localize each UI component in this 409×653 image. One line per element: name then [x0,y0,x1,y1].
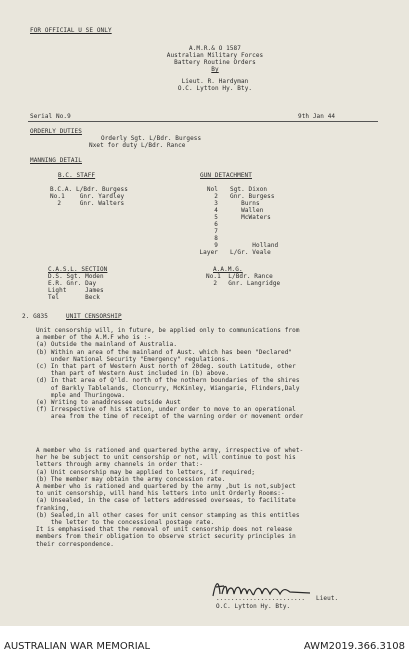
censorship-line: A member who is rationed and quartered bythe army, irrespective of whet- [36,447,304,454]
censorship-line: (d) In that area of Q'ld. north of the nothern boundaries of the shires [36,377,300,385]
orderly-duties-heading: ORDERLY DUTIES [30,128,82,135]
gun-detachment-heading: GUN DETACHMENT [200,172,252,179]
gun-name: Holland [230,242,279,249]
gun-num: 2 [214,193,218,200]
censorship-line: than part of Western Aust included in (b) above. [36,370,230,378]
classification: FOR OFFICIAL U SE ONLY [30,27,112,34]
aamg-row: 2 Gnr. Langridge [206,280,281,287]
gun-name: McWaters [230,214,271,221]
censorship-line: area from the time of receipt of the warning order or movement order [36,413,304,421]
by-line: By [211,66,219,73]
gun-num: 5 [214,214,218,221]
censorship-line: franking, [36,504,70,512]
bc-staff-row: B.C.A. L/Bdr. Burgess [50,186,128,193]
casl-row: E.R. Gnr. Day [48,280,97,287]
censorship-line: (e) Writing to anaddressee outside Aust [36,399,181,406]
signature-rank: Lieut. [316,595,339,602]
censorship-line: (f) Irrespective of his station, under order to move to an operational [36,406,296,414]
gun-name: Burns [230,200,260,207]
censorship-line: (b) Within an area of the mainland of Aust. which has been "Declared" [36,348,293,356]
censorship-line: their correspondence. [36,540,114,548]
serial-number: Serial No.9 [30,113,71,120]
gun-num: Nol [206,186,218,193]
gun-num: 7 [214,228,218,235]
censorship-line: (c) In that part of Western Aust north of 20deg. south Latitude, other [36,363,296,370]
gun-num: 3 [214,200,218,207]
footer [0,626,409,653]
signature-title: O.C. Lytton Hy. Bty. [216,603,291,610]
censorship-line: to unit censorship, will hand his letters into unit Orderly Rooms:- [36,490,285,498]
bc-staff-heading: B.C. STAFF [58,172,96,179]
gun-name: L/Gr. Veale [230,249,271,256]
censorship-line: (a) Unit censorship may be applied to letters, if required; [36,468,256,476]
document-title: Battery Routine Orders [174,59,256,66]
censorship-line: of Barkly Tablelands, Cloncurry, McKinley, Wiangarie, Flinders,Daly [36,384,300,392]
censorship-line: under National Security "Emergency" regulations. [36,355,230,363]
censorship-line: letters through army channels in order that:- [36,461,204,469]
order-reference: A.M.R.& O 1587 [189,45,241,52]
signature-line: ........................ [216,595,306,602]
censorship-line: A member who is rationed and quartered by the army ,but is not,subject [36,483,296,490]
aamg-row: No.1 L/Bdr. Rance [206,273,273,280]
censorship-line: the letter to the concessional postage rate. [36,519,215,526]
gun-name: Gnr. Burgess [230,193,275,200]
gun-num: 8 [214,235,218,242]
casl-heading: C.A.S.L. SECTION [48,266,108,273]
gun-name: Wallen [230,207,264,214]
censorship-line: mple and Thuringowa. [36,391,126,399]
casl-row: Light James [48,287,104,294]
officer-name: Lieut. R. Hardyman [181,78,249,85]
unit-name: Australian Military Forces [166,52,264,59]
gun-num: Layer [199,249,218,256]
casl-row: Tel Beck [48,294,100,301]
serial-date: 9th Jan 44 [298,113,336,120]
next-for-duty: Nxet for duty L/Bdr. Rance [89,142,186,149]
officer-command: O.C. Lytton Hy. Bty. [177,85,253,92]
gun-num: 9 [214,242,218,249]
censorship-line: (b) Sealed,in all other cases for unit censor stamping as this entitles [36,511,300,519]
censorship-line: Unit censorship will, in future, be applied only to communications from [36,327,300,334]
censorship-heading: UNIT CENSORSHIP [66,313,122,320]
footer-source: AUSTRALIAN WAR MEMORIAL [4,641,151,652]
censorship-line: a member of the A.M.F who is :- [36,334,152,342]
manning-detail-heading: MANNING DETAIL [30,157,82,164]
censorship-line: (a) Unsealed, in the case of letters addressed overseas, to facilitate [36,497,296,505]
footer-accession: AWM2019.366.3108 [303,641,405,652]
censorship-number: 2. G835 [22,313,48,320]
gun-name: Sgt. Dixon [230,186,268,193]
orderly-sergeant: Orderly Sgt. L/Bdr. Burgess [101,135,202,142]
censorship-line: (a) Outside the mainland of Australia. [36,341,178,349]
casl-row: D.S. Sgt. Moden [48,273,104,280]
gun-num: 6 [214,221,218,228]
divider [28,121,378,122]
gun-num: 4 [214,207,218,214]
censorship-line: It is emphasised that the removal of unit censorship does not release [36,526,293,534]
bc-staff-row: No.1 Gnr. Yardley [50,193,125,200]
bc-staff-row: 2 Gnr. Walters [50,200,125,207]
aamg-heading: A.A.M.G. [213,266,243,273]
censorship-line: members from their obligation to observe strict security principles in [36,533,296,541]
censorship-line: her he be subject to unit censorship or not, will continue to post his [36,454,296,462]
censorship-line: (b) The member may obtain the army concession rate. [36,475,226,483]
